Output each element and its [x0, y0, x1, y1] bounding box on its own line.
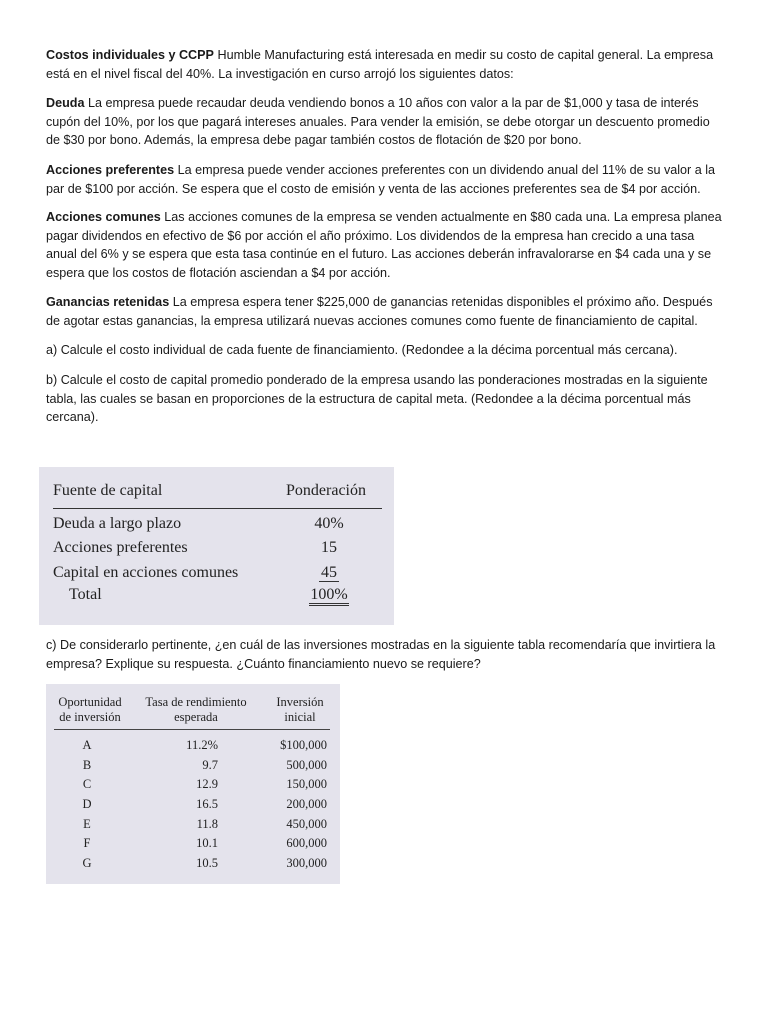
cell-investment: 600,000	[286, 836, 327, 850]
weights-table	[39, 467, 394, 625]
row-weight: 45	[321, 564, 337, 581]
table-row	[46, 777, 340, 796]
table-row	[53, 539, 382, 561]
retenidas-paragraph	[46, 293, 726, 330]
question-c-text: c) De considerarlo pertinente, ¿en cuál de las inversiones mostradas en la siguiente tabla recomendaría que invirtiera la empresa? Explique su respuesta. ¿Cuánto financiamiento nuevo se requiere?	[46, 638, 716, 671]
intro-text: Humble Manufacturing está interesada en medir su costo de capital general. La empresa está en el nivel fiscal del 40%. La investigación en curso arrojó los siguientes datos:	[46, 48, 714, 81]
preferentes-lead: Acciones preferentes	[46, 163, 175, 177]
retenidas-text: La empresa espera tener $225,000 de ganancias retenidas disponibles el próximo año. Después de agotar estas ganancias, la empresa utilizará nuevas acciones comunes como fuente de financiamiento de capital.	[46, 295, 713, 328]
comunes-lead: Acciones comunes	[46, 210, 161, 224]
header-rate	[138, 695, 254, 725]
cell-rate: 10.1	[196, 836, 218, 850]
preferentes-text: La empresa puede vender acciones preferentes con un dividendo anual del 11% de su valor a la par de $100 por acción. Se espera que el costo de emisión y venta de las acciones preferentes sea de $4 por acción.	[46, 163, 716, 196]
header-investment-line2: inicial	[284, 710, 316, 724]
comunes-text: Las acciones comunes de la empresa se venden actualmente en $80 cada una. La empresa planea pagar dividendos en efectivo de $6 por acción el año próximo. Los dividendos de la empresa han crecido a una tasa anual del 6% y se espera que esta tasa continúe en el futuro. Las acciones deberán infravalorarse en $4 cada una y se espera que los costos de flotación asciendan a $4 por acción.	[46, 210, 722, 280]
header-opportunity-line1: Oportunidad	[58, 695, 122, 709]
header-opportunity-line2: de inversión	[59, 710, 121, 724]
weights-table-header	[53, 482, 382, 509]
table-row	[46, 738, 340, 757]
question-b	[46, 371, 726, 427]
cell-rate: 10.5	[196, 856, 218, 870]
total-row	[53, 586, 382, 608]
cell-rate: 11.2%	[186, 738, 218, 752]
header-investment	[264, 695, 336, 725]
cell-investment: 300,000	[286, 856, 327, 870]
retenidas-lead: Ganancias retenidas	[46, 295, 170, 309]
intro-lead: Costos individuales y CCPP	[46, 48, 214, 62]
total-label: Total	[69, 586, 102, 603]
header-rate-line1: Tasa de rendimiento	[145, 695, 247, 709]
investment-table	[46, 684, 340, 884]
question-c	[46, 636, 726, 673]
cell-investment: 450,000	[286, 817, 327, 831]
deuda-paragraph	[46, 94, 726, 150]
cell-investment: 500,000	[286, 758, 327, 772]
row-source: Acciones preferentes	[53, 539, 188, 556]
row-source: Deuda a largo plazo	[53, 515, 182, 532]
cell-investment: $100,000	[280, 738, 327, 752]
cell-investment: 150,000	[286, 777, 327, 791]
deuda-text: La empresa puede recaudar deuda vendiendo bonos a 10 años con valor a la par de $1,000 y tasa de interés cupón del 10%, por los que pagará intereses anuales. Para vender la emisión, se debe otorgar un descuento promedio de $30 por bono. Además, la empresa debe pagar también costos de flotación de $20 por bono.	[46, 96, 710, 148]
cell-rate: 16.5	[196, 797, 218, 811]
comunes-paragraph	[46, 208, 726, 282]
cell-opportunity: D	[82, 797, 92, 811]
header-rate-line2: esperada	[174, 710, 218, 724]
question-a-text: a) Calcule el costo individual de cada fuente de financiamiento. (Redondee a la décima porcentual más cercana).	[46, 343, 678, 357]
header-investment-line1: Inversión	[276, 695, 324, 709]
cell-opportunity: G	[82, 856, 92, 870]
header-weight: Ponderación	[286, 482, 366, 499]
cell-rate: 11.8	[196, 817, 218, 831]
cell-opportunity: E	[83, 817, 91, 831]
question-b-text: b) Calcule el costo de capital promedio ponderado de la empresa usando las ponderaciones mostradas en la siguiente tabla, las cuales se basan en proporciones de la estructura de capital meta. (Redondee a la décima porcentual más cercana).	[46, 373, 708, 425]
header-divider	[54, 729, 330, 730]
header-opportunity	[52, 695, 128, 725]
row-weight: 40%	[314, 515, 344, 532]
table-row	[53, 515, 382, 537]
table-row	[46, 836, 340, 855]
table-row	[46, 797, 340, 816]
table-row	[46, 856, 340, 875]
cell-opportunity: C	[82, 777, 92, 791]
header-source: Fuente de capital	[53, 482, 163, 499]
cell-opportunity: B	[82, 758, 92, 772]
table-row	[53, 564, 382, 586]
row-weight: 15	[321, 539, 337, 556]
total-value: 100%	[309, 586, 348, 606]
row-source: Capital en acciones comunes	[53, 564, 239, 581]
deuda-lead: Deuda	[46, 96, 85, 110]
question-a	[46, 341, 726, 360]
table-row	[46, 758, 340, 777]
cell-opportunity: A	[82, 738, 92, 752]
cell-rate: 9.7	[202, 758, 218, 772]
total-value-wrap	[304, 586, 354, 604]
intro-paragraph	[46, 46, 726, 83]
cell-investment: 200,000	[286, 797, 327, 811]
preferentes-paragraph	[46, 161, 726, 198]
cell-opportunity: F	[83, 836, 91, 850]
cell-rate: 12.9	[196, 777, 218, 791]
table-row	[46, 817, 340, 836]
row-weight-wrap	[304, 564, 354, 582]
